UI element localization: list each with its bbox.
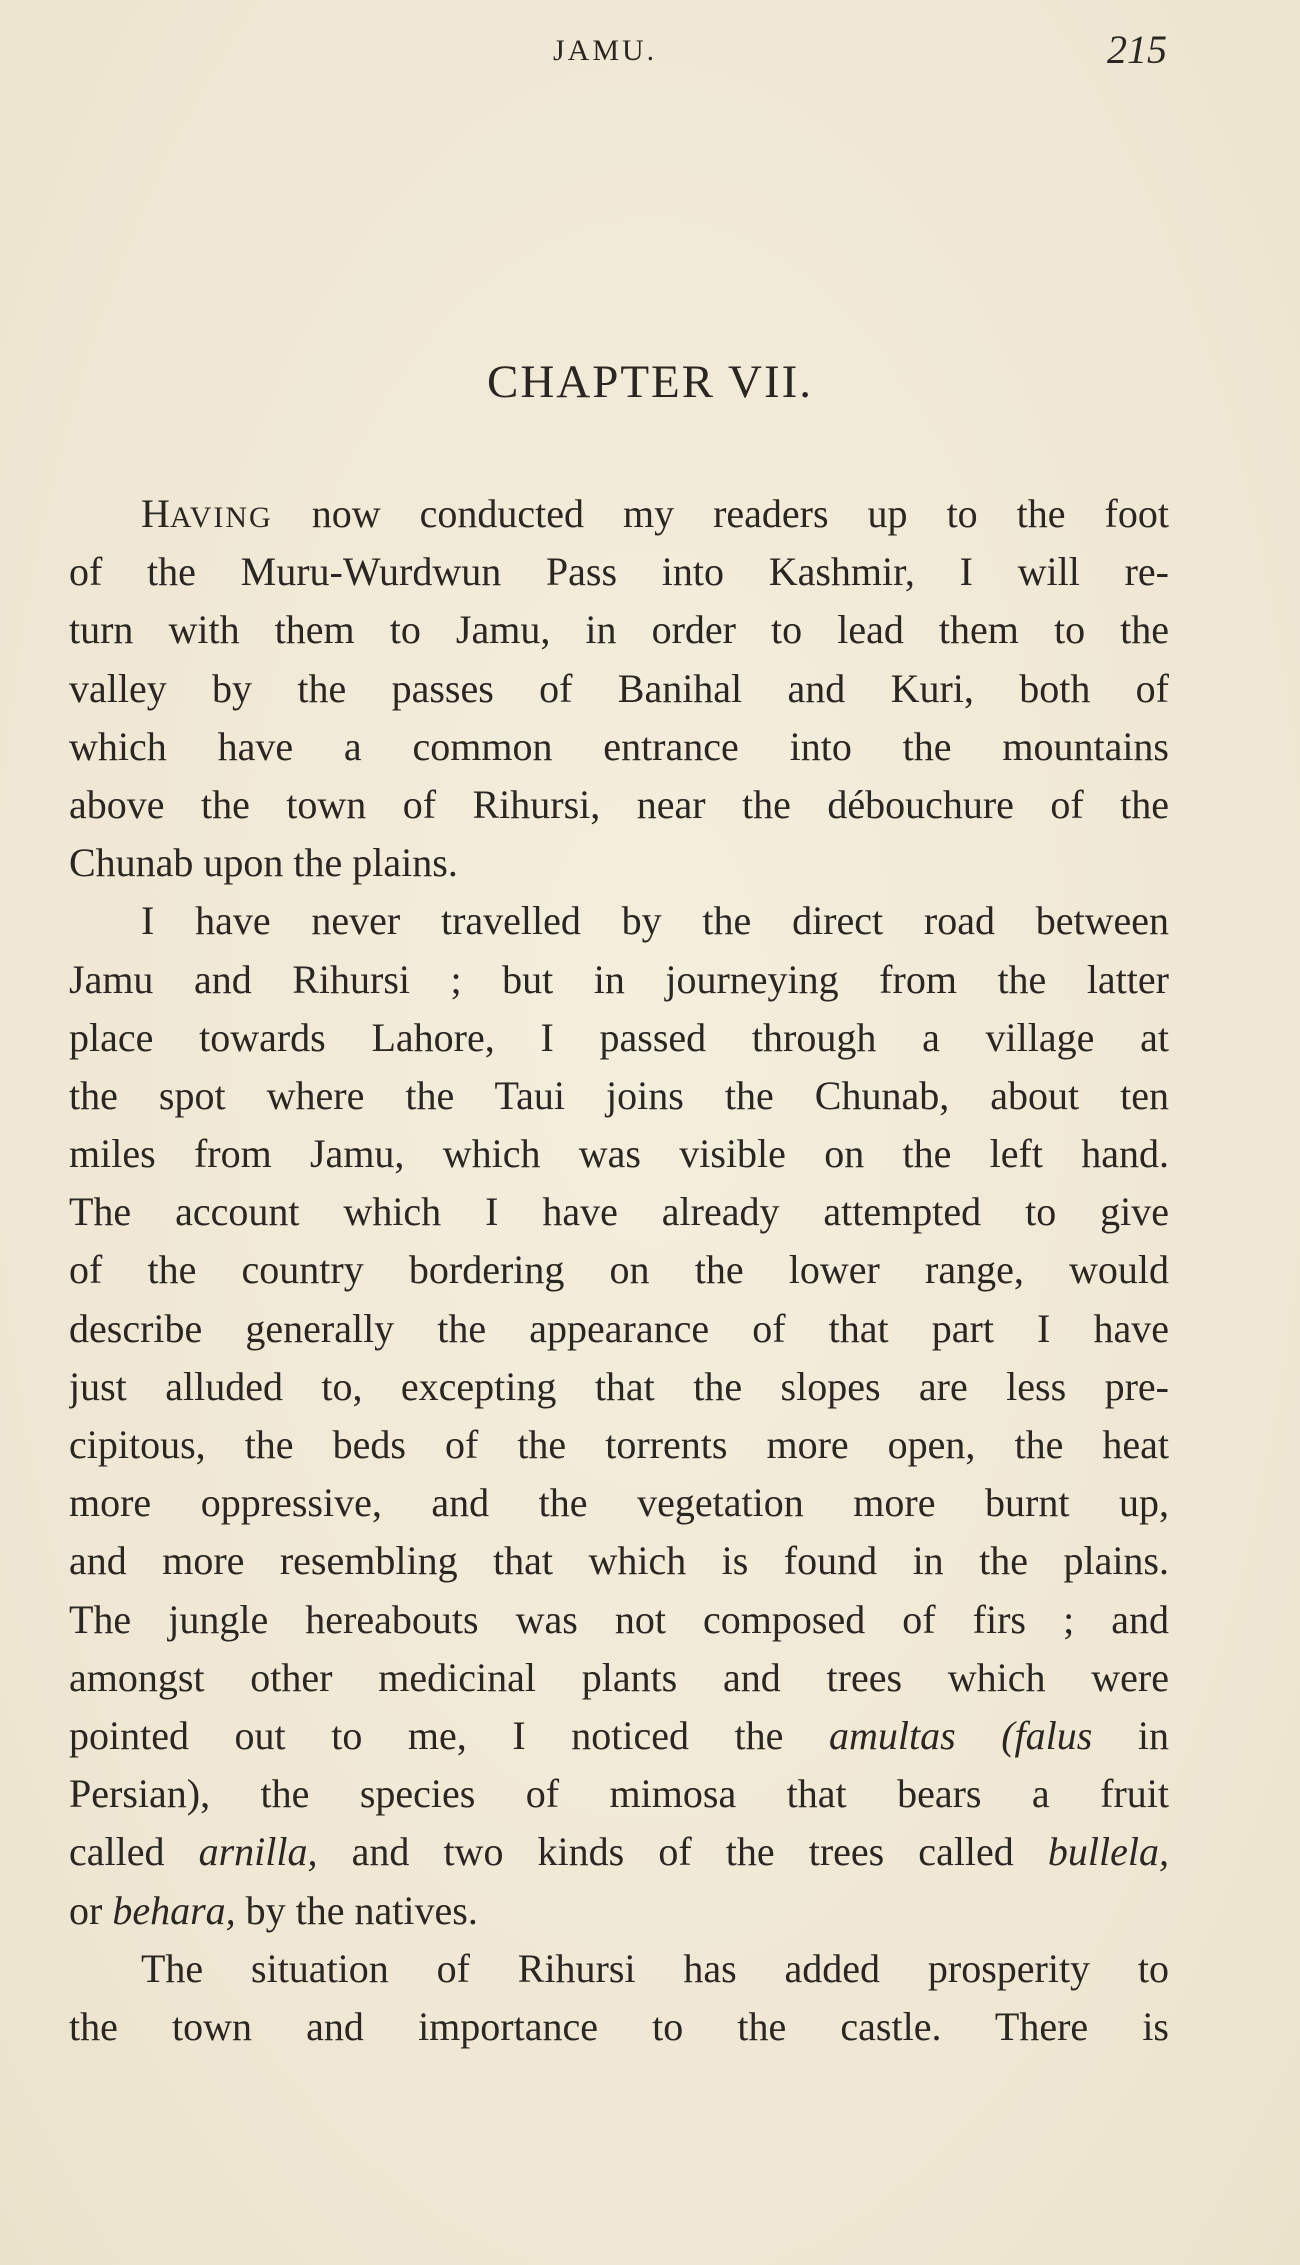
line-text: in [1137, 1712, 1169, 1758]
small-caps-rest: AVING [169, 501, 273, 534]
text-line: above the town of Rihursi, near the débouchure of the [69, 781, 1169, 827]
text-line: the town and importance to the castle. There is [69, 2003, 1169, 2049]
text-line [69, 1823, 1169, 1881]
running-header-title: JAMU. [553, 34, 658, 67]
line-text: or [69, 1887, 113, 1933]
body-text [69, 485, 1169, 2056]
text-line: amongst other medicinal plants and trees which were [69, 1654, 1169, 1700]
chapter-heading: CHAPTER VII. [486, 356, 814, 408]
paragraph [69, 485, 1169, 892]
text-line: The situation of Rihursi has added prosperity to [141, 1945, 1169, 1991]
text-line: Persian), the species of mimosa that bears a fruit [69, 1771, 1169, 1817]
text-line: describe generally the appearance of that part I have [69, 1305, 1169, 1351]
italic-term: bullela, [1047, 1829, 1169, 1875]
text-line: and more resembling that which is found in the plains. [69, 1538, 1169, 1584]
text-line: The jungle hereabouts was not composed of firs ; and [69, 1596, 1169, 1642]
text-line: more oppressive, and the vegetation more burnt up, [69, 1480, 1169, 1526]
line-text: and two kinds of the trees called [317, 1829, 1048, 1875]
text-line [69, 1882, 1169, 1940]
text-line: the spot where the Taui joins the Chunab, about ten [69, 1072, 1169, 1118]
italic-term: arnilla, [198, 1829, 318, 1875]
text-line: Chunab upon the plains. [69, 840, 458, 886]
text-line [69, 485, 1169, 543]
text-line: of the Muru-Wurdwun Pass into Kashmir, I will re- [69, 549, 1169, 595]
paragraph [69, 1940, 1169, 2056]
text-line: turn with them to Jamu, in order to lead them to the [69, 607, 1169, 653]
page-number: 215 [1107, 27, 1167, 72]
text-line: of the country bordering on the lower range, would [69, 1247, 1169, 1293]
text-line: just alluded to, excepting that the slopes are less pre- [69, 1363, 1169, 1409]
text-line: The account which I have already attempted to give [69, 1189, 1169, 1235]
line-text: by the natives. [235, 1887, 478, 1933]
text-line: miles from Jamu, which was visible on the left hand. [69, 1131, 1169, 1177]
text-line: valley by the passes of Banihal and Kuri, both of [69, 665, 1169, 711]
line-text: pointed out to me, I noticed the [69, 1712, 829, 1758]
italic-term: behara, [112, 1887, 236, 1933]
small-caps-initial: H [141, 491, 170, 536]
line-text: now conducted my readers up to the foot [272, 491, 1169, 536]
line-text: called [69, 1829, 199, 1875]
text-line [69, 1707, 1169, 1765]
italic-term: amultas (falus [828, 1712, 1093, 1758]
text-line: which have a common entrance into the mountains [69, 723, 1169, 769]
text-line: cipitous, the beds of the torrents more open, the heat [69, 1422, 1169, 1467]
text-line: I have never travelled by the direct road between [141, 898, 1169, 944]
paragraph [69, 892, 1169, 1939]
text-line: place towards Lahore, I passed through a village at [69, 1014, 1169, 1060]
text-line: Jamu and Rihursi ; but in journeying from the latter [69, 956, 1169, 1002]
